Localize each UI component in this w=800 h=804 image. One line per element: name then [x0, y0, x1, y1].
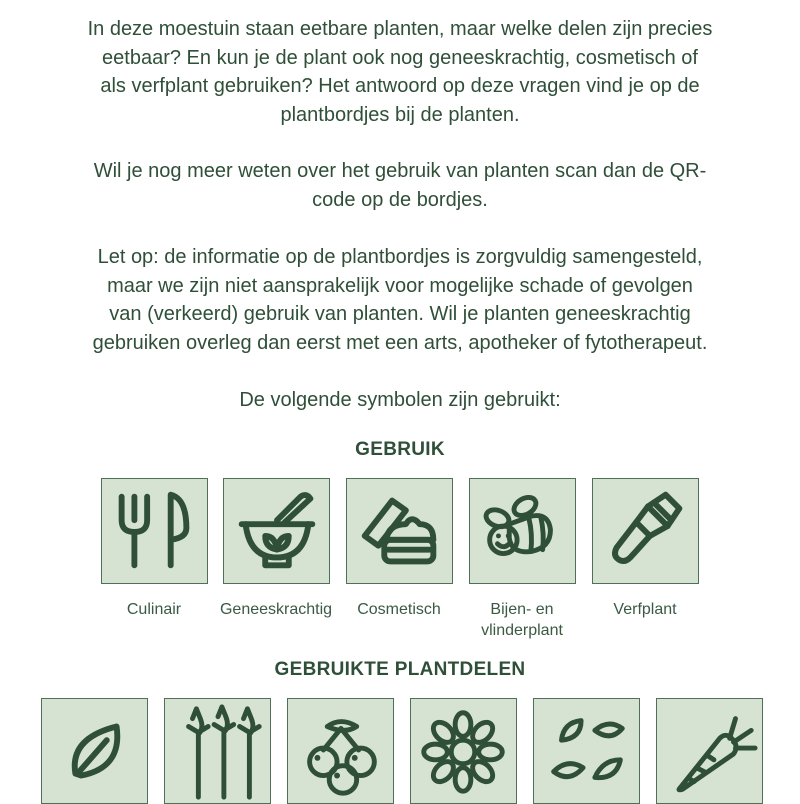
fork-knife-icon	[102, 479, 207, 583]
culinair-label: Culinair	[126, 601, 182, 618]
geneeskrachtig-tile	[223, 478, 330, 584]
bijen-tile	[469, 478, 576, 584]
leaf-icon	[42, 699, 147, 803]
bee-icon	[470, 479, 575, 583]
plantdelen-heading: GEBRUIKTE PLANTDELEN	[274, 659, 526, 680]
seeds-icon	[534, 699, 639, 803]
cosmetisch-tile	[346, 478, 453, 584]
blad-tile	[41, 698, 148, 804]
verfplant-label: Verfplant	[613, 601, 677, 618]
culinair-tile	[101, 478, 208, 584]
paintbrush-icon	[593, 479, 698, 583]
wortel-tile	[656, 698, 763, 804]
disclaimer-paragraph: Let op: de informatie op de plantbordjes is zorgvuldig samengesteld, maar we zijn niet aansprakelijk voor mogelijke schade of gevolgen van (verkeerd) gebruik van planten. Wil je planten geneeskrachtig gebruiken overleg dan eerst met een arts, apotheker of fytotherapeut.	[92, 246, 708, 354]
bijen-label: Bijen- en vlinderplant	[481, 601, 563, 639]
bloem-tile	[410, 698, 517, 804]
vrucht-tile	[287, 698, 394, 804]
verfplant-tile	[592, 478, 699, 584]
asparagus-icon	[165, 699, 270, 803]
symbols-intro: De volgende symbolen zijn gebruikt:	[239, 389, 561, 411]
intro-paragraph-2: Wil je nog meer weten over het gebruik van planten scan dan de QR- code op de bordjes.	[93, 160, 707, 211]
carrot-icon	[657, 699, 762, 803]
mortar-pestle-icon	[224, 479, 329, 583]
berries-icon	[288, 699, 393, 803]
gebruik-heading: GEBRUIK	[355, 439, 445, 460]
geneeskrachtig-label: Geneeskrachtig	[219, 601, 333, 618]
cosmetisch-label: Cosmetisch	[357, 601, 441, 618]
flower-icon	[411, 699, 516, 803]
zaad-tile	[533, 698, 640, 804]
cream-jar-icon	[347, 479, 452, 583]
stengel-tile	[164, 698, 271, 804]
intro-paragraph-1: In deze moestuin staan eetbare planten, maar welke delen zijn precies eetbaar? En kun je de plant ook nog geneeskrachtig, cosmetisch of als verfplant gebruiken? Het antwoord op deze vragen vind je op de plantbordjes bij de planten.	[87, 18, 713, 126]
